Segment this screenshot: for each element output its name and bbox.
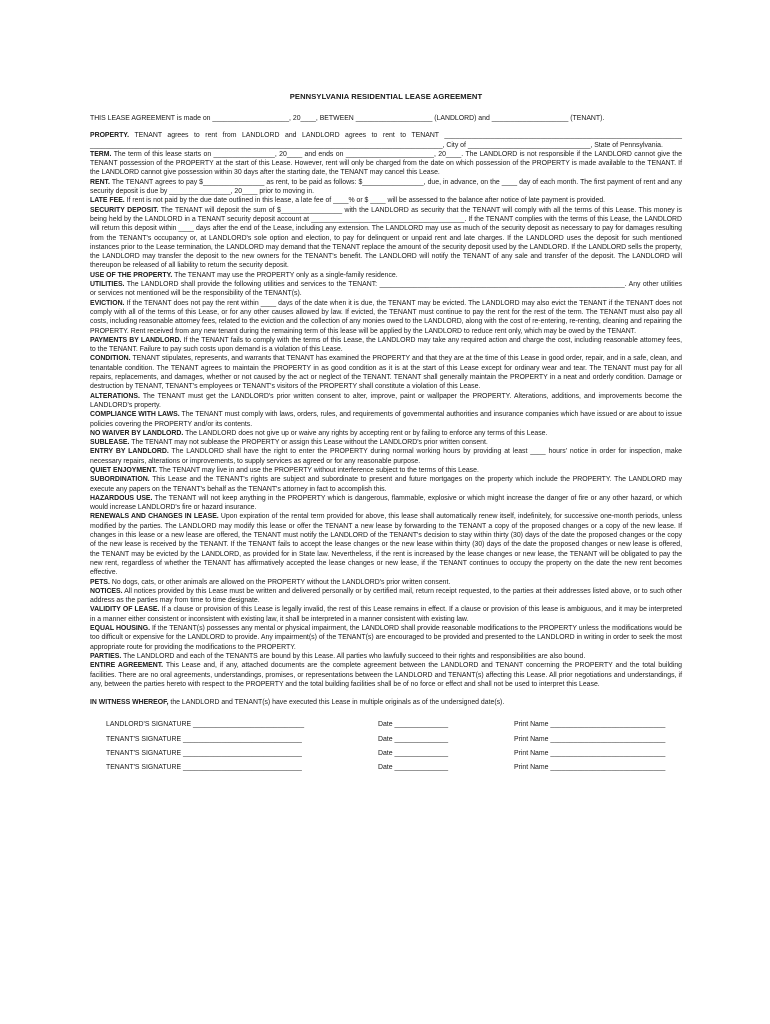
lease-section <box>90 587 682 606</box>
section-heading: NOTICES. <box>90 587 123 595</box>
section-text: The TENANT may use the PROPERTY only as a single-family residence. <box>174 271 398 279</box>
section-heading: RENEWALS AND CHANGES IN LEASE. <box>90 513 219 521</box>
intro-paragraph: THIS LEASE AGREEMENT is made on ____________________, 20____, BETWEEN ____________________ (LANDLORD) and ____________________ (TENANT). <box>90 115 605 122</box>
lease-section <box>90 475 682 494</box>
date-line[interactable]: Date ______________ <box>378 721 449 729</box>
document-title: PENNSYLVANIA RESIDENTIAL LEASE AGREEMENT <box>289 92 483 101</box>
signature-row <box>90 721 682 735</box>
signature-block <box>90 721 682 778</box>
section-heading: SUBORDINATION. <box>90 476 150 484</box>
section-text: If the TENANT does not pay the rent within ____ days of the date when it is due, the TENANT may be evicted. The LANDLORD may also evict the TENANT if the TENANT does not comply with all of the terms of this Lease, or for any other causes allowed by law. If evicted, the TENANT must continue to pay the rent for the rest of the term. The TENANT must also pay all costs, including reasonable attorney fees, related to the eviction and the collection of any monies owed to the LANDLORD, along with the cost of re-entering, re-renting, cleaning and repairing the PROPERTY. Rent received from any new tenant during the remaining term of this lease will be applied by the LANDLORD to reduce rent only, which may be owed by the TENANT. <box>90 299 682 335</box>
lease-section <box>90 447 682 466</box>
signature-line[interactable]: TENANT'S SIGNATURE _______________________________ <box>106 735 302 743</box>
witness-heading: IN WITNESS WHEREOF, <box>90 699 169 707</box>
section-heading: NO WAIVER BY LANDLORD. <box>90 429 184 437</box>
lease-section <box>90 652 682 661</box>
lease-section <box>90 206 682 271</box>
section-text: All notices provided by this Lease must be written and delivered personally or by certified mail, return receipt requested, to the parties at their addresses listed above, or to such other address as the parties may from time to time designate. <box>90 587 682 605</box>
section-text: The LANDLORD shall provide the following utilities and services to the TENANT: ________________________________________________________________. Any other utilities or services not mentioned will be the responsibility of the TENANT(s). <box>90 281 682 298</box>
lease-section <box>90 280 682 299</box>
section-heading: PROPERTY. <box>90 132 130 140</box>
date-line[interactable]: Date ______________ <box>378 750 449 757</box>
section-heading: SECURITY DEPOSIT. <box>90 206 159 214</box>
print-name-line[interactable]: Print Name ______________________________ <box>514 735 666 743</box>
section-heading: CONDITION. <box>90 355 131 363</box>
witness-paragraph <box>90 698 682 707</box>
section-heading: COMPLIANCE WITH LAWS. <box>90 411 180 419</box>
section-text: The TENANT may not sublease the PROPERTY or assign this Lease without the LANDLORD's prior written consent. <box>131 439 488 447</box>
signature-row <box>90 750 682 764</box>
lease-section <box>90 605 682 624</box>
section-text: The TENANT may live in and use the PROPERTY without interference subject to the terms of this Lease. <box>158 466 479 474</box>
lease-section <box>90 354 682 391</box>
lease-section <box>90 336 682 355</box>
lease-section <box>90 466 682 475</box>
section-text: TENANT agrees to rent from LANDLORD and LANDLORD agrees to rent to TENANT ______________________________________________________________ ____________________________________________________________________________________________, City of ________________________________, State of Pennsylvania. <box>90 132 682 149</box>
section-heading: USE OF THE PROPERTY. <box>90 271 173 279</box>
lease-section <box>90 410 682 429</box>
section-heading: PETS. <box>90 578 110 586</box>
lease-sections <box>90 131 682 689</box>
section-heading: LATE FEE. <box>90 197 125 205</box>
lease-section <box>90 512 682 577</box>
section-heading: RENT. <box>90 178 110 186</box>
date-line[interactable]: Date ______________ <box>378 764 449 772</box>
witness-text: the LANDLORD and TENANT(s) have executed this Lease in multiple originals as of the undersigned date(s). <box>170 699 505 707</box>
signature-row <box>90 736 682 750</box>
lease-section <box>90 624 682 652</box>
lease-section <box>90 299 682 336</box>
signature-line[interactable]: LANDLORD'S SIGNATURE _____________________________ <box>106 721 305 729</box>
lease-section <box>90 271 682 280</box>
section-heading: PARTIES. <box>90 652 122 660</box>
lease-section <box>90 178 682 197</box>
print-name-line[interactable]: Print Name ______________________________ <box>514 764 666 772</box>
section-text: No dogs, cats, or other animals are allowed on the PROPERTY without the LANDLORD's prior written consent. <box>111 578 451 586</box>
section-text: If rent is not paid by the due date outlined in this lease, a late fee of ____% or $ ____ will be assessed to the balance after notice of late payment is provided. <box>126 197 606 205</box>
section-heading: ENTIRE AGREEMENT. <box>90 662 164 670</box>
section-heading: EQUAL HOUSING. <box>90 625 151 633</box>
lease-section <box>90 438 682 447</box>
print-name-line[interactable]: Print Name ______________________________ <box>514 750 666 757</box>
lease-section <box>90 131 682 150</box>
section-text: The TENANT agrees to pay $________________ as rent, to be paid as follows: $________________, due, in advance, on the ____ day of each month. The first payment of rent and any security deposit is due by ________________, 20____ prior to moving in. <box>90 178 682 196</box>
section-heading: TERM. <box>90 150 112 158</box>
lease-section <box>90 196 682 205</box>
section-heading: PAYMENTS BY LANDLORD. <box>90 336 182 344</box>
section-text: Upon expiration of the rental term provided for above, this lease shall automatically renew itself, indefinitely, for successive one-month periods, unless modified by the parties. The LANDLORD may modify this lease or offer the TENANT a new lease by forwarding to the TENANT a copy of the proposed changes or a copy of the new lease. If changes in this lease or a new lease are offered, the TENANT must notify the LANDLORD of the TENANT's decision to stay within thirty (30) days of the date the proposed changes or the copy of the new lease is received by the TENANT. If the TENANT fails to accept the lease changes or the new lease within thirty (30) days of the date the proposed changes or new lease is offered, the TENANT may be evicted by the LANDLORD, as provided for in State law. Nevertheless, if the rent is increased by the lease changes or new lease, the TENANT will be obligated to pay the new rent, regardless of whether the TENANT has affirmatively accepted the lease changes or new lease, if the TENANT continues to occupy the property on the date the new rent becomes effective. <box>90 513 682 577</box>
section-text: If the TENANT fails to comply with the terms of this Lease, the LANDLORD may take any required action and charge the cost, including reasonable attorney fees, to the TENANT. Failure to pay such costs upon demand is a violation of this Lease. <box>90 336 682 354</box>
section-heading: HAZARDOUS USE. <box>90 494 153 502</box>
section-heading: SUBLEASE. <box>90 439 130 447</box>
section-text: This Lease and the TENANT's rights are subject and subordinate to present and future mortgages on the property which include the PROPERTY. The LANDLORD may execute any papers on the TENANT's behalf as the TENANT's attorney in fact to accomplish this. <box>90 476 682 493</box>
lease-section <box>90 429 682 438</box>
date-line[interactable]: Date ______________ <box>378 735 449 743</box>
lease-section <box>90 578 682 587</box>
section-heading: ALTERATIONS. <box>90 392 140 400</box>
section-text: The LANDLORD does not give up or waive any rights by accepting rent or by failing to enforce any terms of this Lease. <box>185 429 548 437</box>
section-text: The TENANT will not keep anything in the PROPERTY which is dangerous, flammable, explosive or which might increase the danger of fire or any other hazard, or which would increase LANDLORD's fire or hazard insurance. <box>90 494 682 512</box>
section-text: If a clause or provision of this Lease is legally invalid, the rest of this Lease remains in effect. If a clause or provision of this lease is ambiguous, and it may be interpreted in a manner either consistent or inconsistent with existing law, it shall be interpreted in a manner consistent with existing law. <box>90 606 682 623</box>
section-text: The TENANT will deposit the sum of $________________ with the LANDLORD as security that the TENANT will comply with all the terms of this Lease. This money is being held by the LANDLORD in a TENANT security deposit account at ________________________________________. If the TENANT complies with the terms of this Lease, the LANDLORD will return this deposit within ____ days after the end of the Lease, including any extension. The LANDLORD may use as much of the security deposit as necessary to pay for damages resulting from the TENANT's occupancy or, at LANDLORD's sole option and election, to pay for delinquent or unpaid rent and late charges. If the LANDLORD uses the deposit for such mentioned instances prior to the Lease termination, the LANDLORD may demand that the TENANT replace the amount of the security deposit used by the LANDLORD. If the LANDLORD sells the property, the LANDLORD may transfer the deposit to the new owners for the TENANT's benefit. The LANDLORD will notify the TENANT of any sale and transfer of the deposit. The LANDLORD will thereupon be released of all liability to return the security deposit. <box>90 206 682 270</box>
section-text: The term of this lease starts on ________________, 20____ and ends on _______________________, 20____. The LANDLORD is not responsible if the LANDLORD cannot give the TENANT possession of the PROPERTY at the start of this Lease. However, rent will only be charged from the date on which possession of the PROPERTY is made available to the TENANT. If the LANDLORD cannot give possession within 30 days after the starting date, the TENANT may cancel this Lease. <box>90 150 682 177</box>
section-text: The LANDLORD shall have the right to enter the PROPERTY during normal working hours by providing at least ____ hours' notice in order for inspection, make necessary repairs, alterations or improvements, to supply services as agreed or for any reasonable purpose. <box>90 448 683 465</box>
lease-section <box>90 494 682 513</box>
section-heading: QUIET ENJOYMENT. <box>90 466 158 474</box>
section-heading: ENTRY BY LANDLORD. <box>90 448 169 456</box>
print-name-line[interactable]: Print Name ______________________________ <box>514 721 666 729</box>
section-text: This Lease and, if any, attached documents are the complete agreement between the LANDLORD and TENANT concerning the PROPERTY and the total building facilities. There are no oral agreements, understandings, promises, or representations between the LANDLORD and TENANT(s) affecting this Lease. All prior negotiations and understandings, if any, between the parties hereto with respect to the PROPERTY and the total building facilities shall be of no force or effect and shall not be used to interpret this Lease. <box>90 662 683 688</box>
lease-section <box>90 150 682 178</box>
signature-line[interactable]: TENANT'S SIGNATURE _______________________________ <box>106 764 302 772</box>
lease-section <box>90 392 682 411</box>
section-text: The TENANT must get the LANDLORD's prior written consent to alter, improve, paint or wallpaper the PROPERTY. Alterations, additions, and improvements become the LANDLORD's property. <box>90 392 682 409</box>
lease-section <box>90 661 682 689</box>
section-text: If the TENANT(s) possesses any mental or physical impairment, the LANDLORD shall provide reasonable modifications to the PROPERTY unless the modifications would be too difficult or expensive for the LANDLORD to provide. Any impairment(s) of the TENANT(s) are encouraged to be provided and presented to the LANDLORD in writing in order to seek the most appropriate route for providing the modifications to the PROPERTY. <box>90 625 682 651</box>
section-heading: EVICTION. <box>90 299 125 307</box>
signature-line[interactable]: TENANT'S SIGNATURE _______________________________ <box>106 750 302 757</box>
section-text: The LANDLORD and each of the TENANTS are bound by this Lease. All parties who lawfully succeed to their rights and responsibilities are also bound. <box>123 652 586 660</box>
section-text: TENANT stipulates, represents, and warrants that TENANT has examined the PROPERTY and that they are at the time of this Lease in good order, repair, and in a safe, clean, and tenantable condition. The TENANT agrees to maintain the PROPERTY in as good condition as it is at the start of this Lease except for ordinary wear and tear. The TENANT must pay for all repairs, replacements, and damages, whether or not caused by the act or neglect of the TENANT. TENANT shall generally maintain the PROPERTY in a neat and orderly condition. Damage or destruction by TENANT, TENANT's employees or TENANT's visitors of the PROPERTY shall constitute a violation of this Lease. <box>90 355 682 391</box>
section-text: The TENANT must comply with laws, orders, rules, and requirements of governmental authorities and insurance companies which have issued or are about to issue policies covering the PROPERTY and/or its contents. <box>90 411 683 428</box>
signature-row <box>90 764 682 778</box>
section-heading: UTILITIES. <box>90 281 125 289</box>
section-heading: VALIDITY OF LEASE. <box>90 606 160 614</box>
